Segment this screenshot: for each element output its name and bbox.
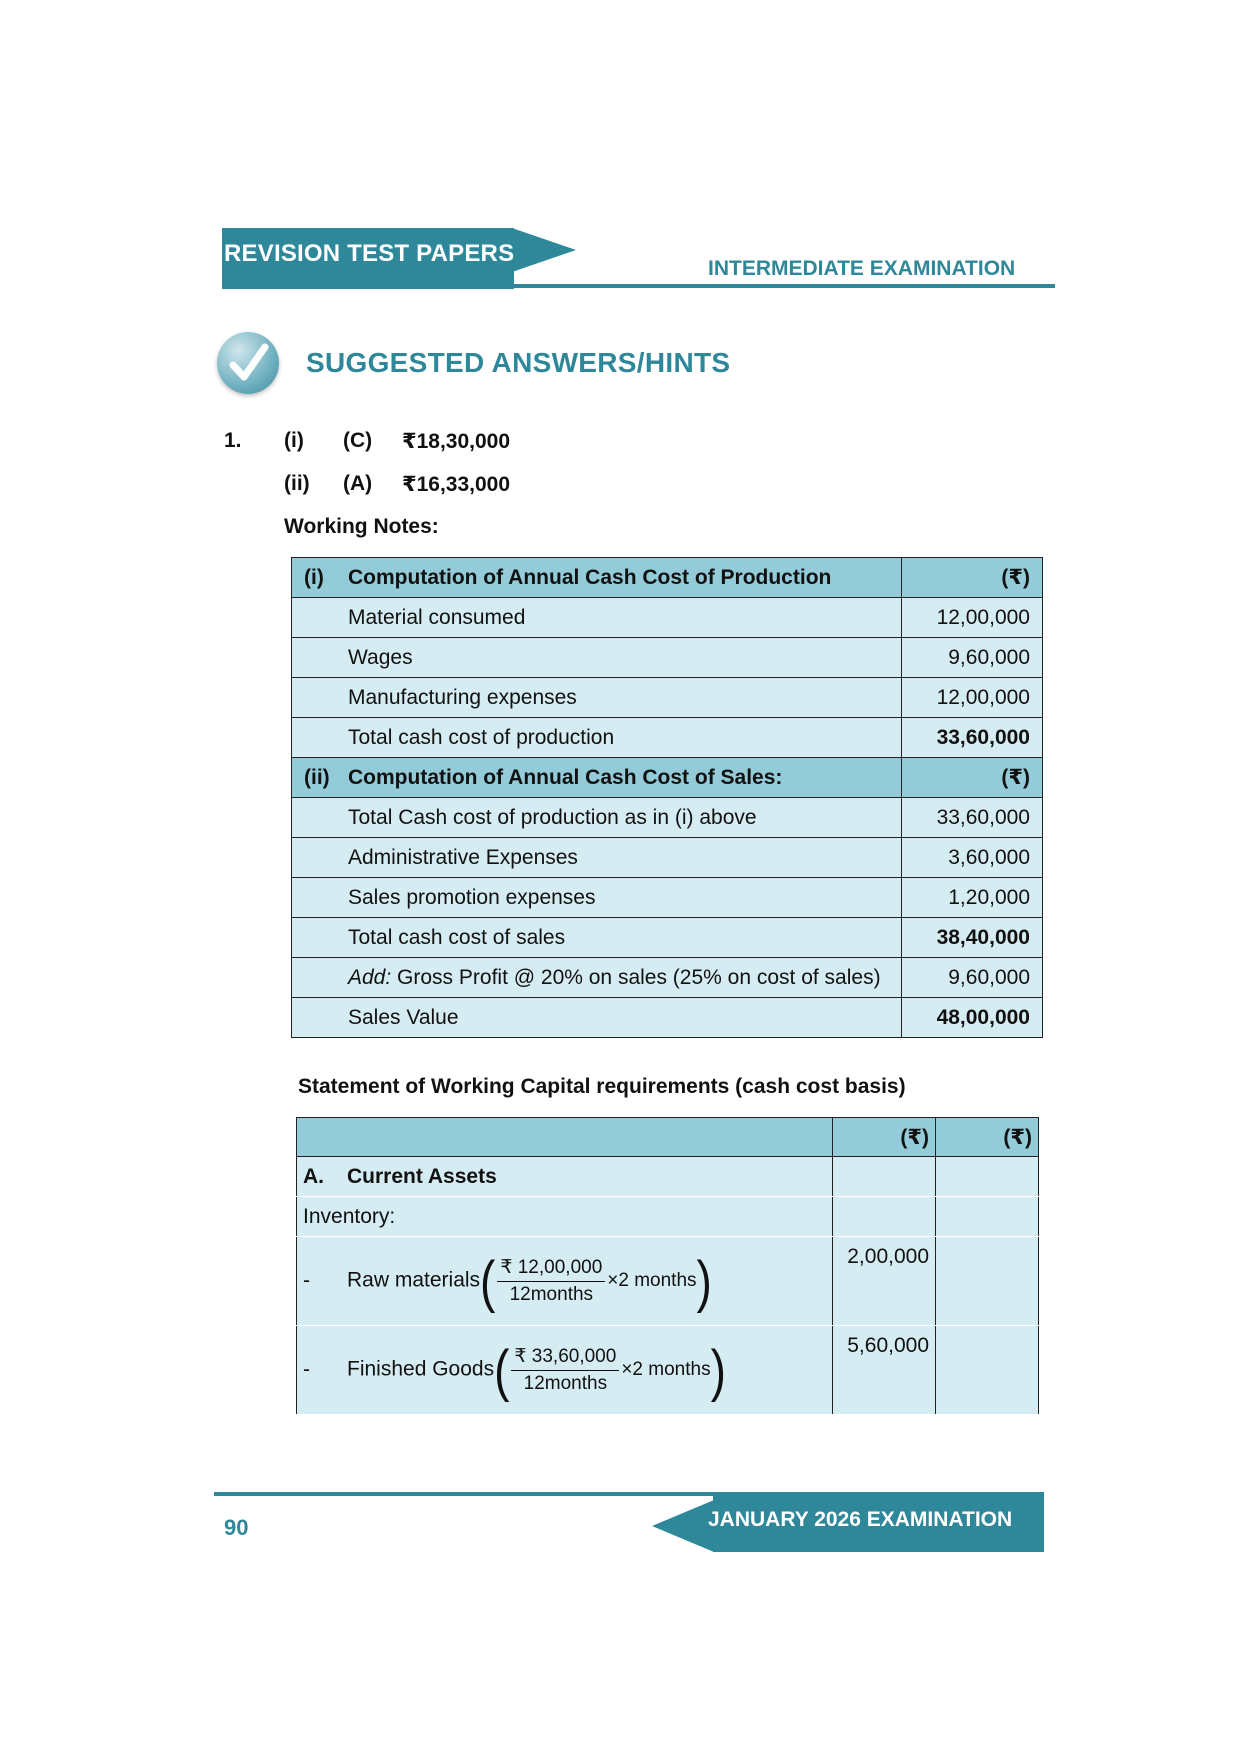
page-number: 90: [224, 1515, 249, 1540]
section-number: (ii): [304, 766, 330, 789]
section-heading: Computation of Annual Cash Cost of Sales:: [348, 766, 783, 789]
table-total-row: [292, 718, 1043, 758]
row-label: Finished Goods: [347, 1357, 495, 1381]
table-row: [292, 878, 1043, 918]
unit-label: (₹): [936, 1118, 1039, 1157]
row-label: Total Cash cost of production as in (i) above: [292, 798, 902, 838]
header-exam-title: INTERMEDIATE EXAMINATION: [708, 257, 1016, 280]
answer-value: ₹16,33,000: [402, 473, 511, 496]
section-heading: Computation of Annual Cash Cost of Production: [348, 566, 832, 589]
row-amount: 2,00,000: [833, 1237, 936, 1326]
footer-exam-title: JANUARY 2026 EXAMINATION: [708, 1508, 1013, 1531]
row-amount: 38,40,000: [902, 918, 1043, 958]
table-section-row: [297, 1157, 1039, 1197]
row-amount: 12,00,000: [902, 678, 1043, 718]
formula: ( $\frac{₹ 12,00,000}{\text{12months}}$ ×2 months ): [480, 1248, 712, 1314]
row-amount: 9,60,000: [902, 958, 1043, 998]
row-label: Sales Value: [292, 998, 902, 1038]
section-number: (i): [304, 566, 324, 589]
unit-label: (₹): [902, 558, 1043, 598]
table-total-row: [292, 998, 1043, 1038]
row-amount: 33,60,000: [902, 798, 1043, 838]
table-row: [297, 1197, 1039, 1237]
add-prefix: Add:: [348, 966, 392, 989]
row-label: Wages: [292, 638, 902, 678]
table-header-row: [297, 1118, 1039, 1157]
table-row: [292, 958, 1043, 998]
row-dash: -: [303, 1357, 310, 1381]
answer-value: ₹18,30,000: [402, 430, 511, 453]
row-label: Total cash cost of sales: [292, 918, 902, 958]
row-amount: 9,60,000: [902, 638, 1043, 678]
table-row: [292, 838, 1043, 878]
inventory-label: Inventory:: [297, 1197, 833, 1237]
table-section-header: [292, 558, 1043, 598]
answer-part: (i): [284, 429, 304, 452]
header-rule: [222, 284, 1055, 288]
checkmark-icon: [217, 332, 279, 394]
row-label: Manufacturing expenses: [292, 678, 902, 718]
table-row: [297, 1237, 1039, 1326]
table-row: [292, 598, 1043, 638]
unit-label: (₹): [902, 758, 1043, 798]
unit-label: (₹): [833, 1118, 936, 1157]
table-row: [297, 1326, 1039, 1415]
table-total-row: [292, 918, 1043, 958]
row-label: Sales promotion expenses: [292, 878, 902, 918]
formula-numerator: ₹ 12,00,000: [497, 1256, 605, 1282]
row-label: Gross Profit @ 20% on sales (25% on cost of sales): [397, 966, 881, 989]
cost-computation-table: [291, 557, 1043, 1038]
row-label: Administrative Expenses: [292, 838, 902, 878]
formula-multiplier: ×2 months: [621, 1359, 711, 1380]
row-amount: 33,60,000: [902, 718, 1043, 758]
answer-option: (A): [343, 472, 373, 495]
row-amount: 3,60,000: [902, 838, 1043, 878]
header-ribbon-arrow: [512, 228, 576, 272]
working-capital-table: [296, 1117, 1039, 1415]
formula-multiplier: ×2 months: [607, 1270, 697, 1291]
section-title: Current Assets: [347, 1164, 497, 1188]
section-letter: A.: [303, 1164, 324, 1188]
row-amount: 5,60,000: [833, 1326, 936, 1415]
answer-part: (ii): [284, 472, 310, 495]
row-amount: 48,00,000: [902, 998, 1043, 1038]
page-title: SUGGESTED ANSWERS/HINTS: [306, 347, 731, 378]
row-label: Raw materials: [347, 1268, 481, 1292]
table-row: [292, 678, 1043, 718]
row-amount: 12,00,000: [902, 598, 1043, 638]
formula-numerator: ₹ 33,60,000: [511, 1345, 619, 1371]
row-label: Material consumed: [292, 598, 902, 638]
question-number: 1.: [224, 429, 242, 452]
row-amount: 1,20,000: [902, 878, 1043, 918]
statement-title: Statement of Working Capital requirements (cash cost basis): [298, 1075, 906, 1098]
answer-option: (C): [343, 429, 373, 452]
table-section-header: [292, 758, 1043, 798]
table-row: [292, 798, 1043, 838]
formula-denominator: 12months: [509, 1284, 594, 1305]
footer-ribbon-arrow: [652, 1500, 714, 1552]
formula-denominator: 12months: [523, 1373, 608, 1394]
header-ribbon-text: REVISION TEST PAPERS: [224, 240, 515, 267]
table-row: [292, 638, 1043, 678]
working-notes-label: Working Notes:: [284, 515, 439, 538]
row-dash: -: [303, 1268, 310, 1292]
row-label: Total cash cost of production: [292, 718, 902, 758]
formula: ( $\frac{₹ 33,60,000}{\text{12months}}$ ×2 months ): [494, 1337, 726, 1403]
